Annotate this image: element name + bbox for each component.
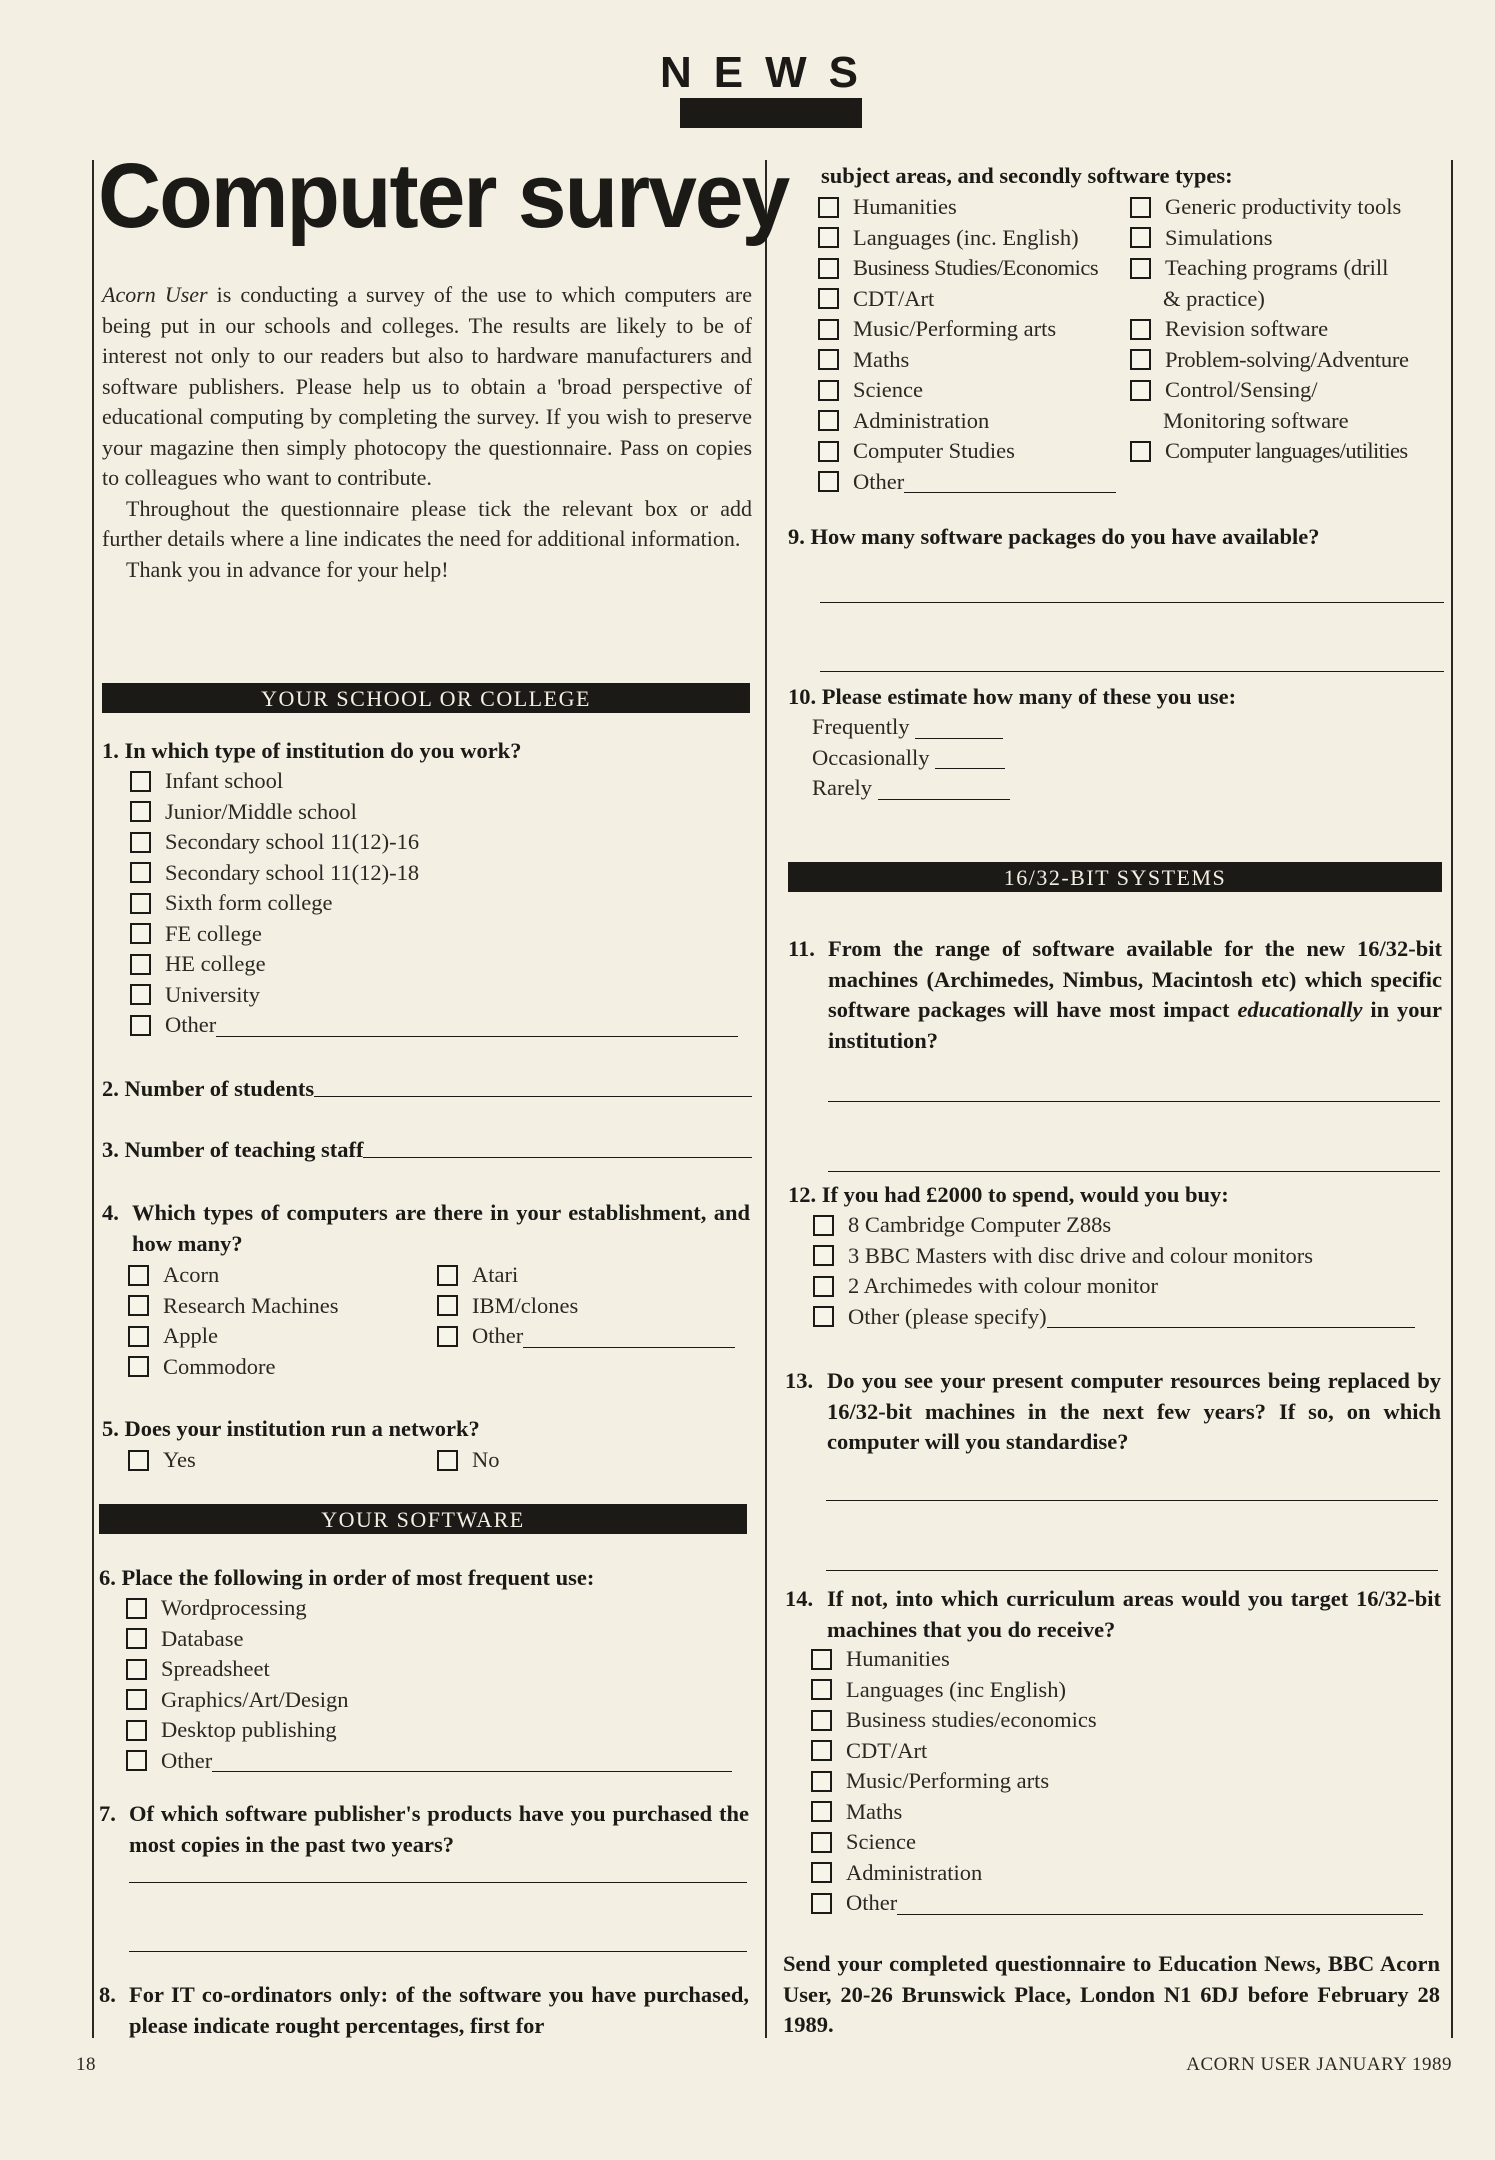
checkbox[interactable]: [130, 954, 151, 975]
checkbox[interactable]: [130, 801, 151, 822]
answer-line[interactable]: [904, 470, 1116, 493]
article-intro: Acorn User is conducting a survey of the use to which computers are being put in our schools and colleges. The results are likely to be of interest not only to our readers but also to hardware manufacturers and software publishers. Please help us to obtain a 'broad perspective of educational computing by completing the survey. If you wish to preserve your magazine then simply photocopy the questionnaire. Pass on copies to colleagues who want to contribute. Throughout the questionnaire please tick the relevant box or add further details where a line indicates the need for additional information. Thank you in advance for your help!: [102, 280, 752, 585]
checkbox-row[interactable]: Humanities: [811, 1644, 1441, 1675]
checkbox-row[interactable]: 3 BBC Masters with disc drive and colour monitors: [813, 1241, 1443, 1272]
checkbox[interactable]: [126, 1720, 147, 1741]
page-number: 18: [76, 2054, 96, 2075]
checkbox[interactable]: [437, 1326, 458, 1347]
checkbox[interactable]: [818, 471, 839, 492]
checkbox-row[interactable]: IBM/clones: [437, 1291, 747, 1322]
checkbox[interactable]: [126, 1628, 147, 1649]
checkbox[interactable]: [811, 1862, 832, 1883]
checkbox-row[interactable]: Science: [818, 375, 1128, 406]
answer-line[interactable]: [363, 1135, 752, 1158]
checkbox[interactable]: [1130, 349, 1151, 370]
checkbox-row[interactable]: Research Machines: [128, 1291, 428, 1322]
checkbox-row[interactable]: Teaching programs (drill: [1130, 253, 1450, 284]
answer-line[interactable]: [314, 1074, 752, 1097]
frequency-row[interactable]: Frequently: [812, 712, 1112, 743]
answer-line[interactable]: [1047, 1305, 1415, 1328]
checkbox-row[interactable]: FE college: [130, 919, 750, 950]
question-7: 7. Of which software publisher's products have you purchased the most copies in the past two years?: [99, 1801, 749, 1857]
checkbox-row[interactable]: Other: [126, 1746, 746, 1777]
question-1: 1. In which type of institution do you work?: [102, 738, 522, 763]
checkbox-row[interactable]: Music/Performing arts: [818, 314, 1128, 345]
checkbox[interactable]: [811, 1649, 832, 1670]
checkbox-row[interactable]: Secondary school 11(12)-18: [130, 858, 750, 889]
q4-options-left: [128, 1260, 428, 1382]
checkbox[interactable]: [128, 1265, 149, 1286]
checkbox-row[interactable]: Computer Studies: [818, 436, 1128, 467]
checkbox[interactable]: [130, 984, 151, 1005]
checkbox[interactable]: [130, 832, 151, 853]
answer-line[interactable]: [820, 671, 1444, 672]
checkbox[interactable]: [811, 1771, 832, 1792]
q5-options: [128, 1445, 748, 1476]
answer-line[interactable]: [216, 1014, 738, 1037]
option-continuation: Monitoring software: [1163, 407, 1349, 433]
checkbox-row[interactable]: Generic productivity tools: [1130, 192, 1450, 223]
checkbox[interactable]: [1130, 258, 1151, 279]
checkbox[interactable]: [818, 349, 839, 370]
checkbox-row[interactable]: Humanities: [818, 192, 1128, 223]
checkbox-row[interactable]: Revision software: [1130, 314, 1450, 345]
checkbox[interactable]: [126, 1689, 147, 1710]
checkbox[interactable]: [818, 441, 839, 462]
q1-options: [130, 766, 750, 1041]
checkbox[interactable]: [126, 1750, 147, 1771]
checkbox[interactable]: [437, 1450, 458, 1471]
q4-options-right: [437, 1260, 747, 1352]
answer-line[interactable]: [878, 777, 1010, 800]
checkbox-row[interactable]: Languages (inc. English): [818, 223, 1128, 254]
checkbox[interactable]: [130, 1015, 151, 1036]
checkbox[interactable]: [437, 1295, 458, 1316]
answer-line[interactable]: [212, 1749, 732, 1772]
checkbox[interactable]: [813, 1245, 834, 1266]
left-column-rule: [92, 160, 94, 2038]
checkbox-no[interactable]: No: [437, 1445, 500, 1476]
answer-line[interactable]: [826, 1500, 1438, 1501]
checkbox-row[interactable]: HE college: [130, 949, 750, 980]
checkbox-row[interactable]: Apple: [128, 1321, 428, 1352]
article-title: Computer survey: [98, 145, 789, 247]
section-label: NEWS: [660, 48, 880, 97]
question-12: 12. If you had £2000 to spend, would you buy:: [788, 1182, 1229, 1207]
checkbox[interactable]: [811, 1679, 832, 1700]
answer-line[interactable]: [828, 1171, 1440, 1172]
section-header-software: YOUR SOFTWARE: [99, 1504, 747, 1534]
checkbox[interactable]: [126, 1659, 147, 1680]
checkbox-row[interactable]: Secondary school 11(12)-16: [130, 827, 750, 858]
checkbox-row[interactable]: CDT/Art: [818, 284, 1128, 315]
answer-line[interactable]: [828, 1101, 1440, 1102]
q14-options: [811, 1644, 1441, 1919]
checkbox[interactable]: [811, 1710, 832, 1731]
question-14: 14. If not, into which curriculum areas would you target 16/32-bit machines that you do receive?: [785, 1586, 1441, 1642]
checkbox[interactable]: [818, 197, 839, 218]
checkbox[interactable]: [1130, 380, 1151, 401]
checkbox[interactable]: [126, 1598, 147, 1619]
checkbox-row[interactable]: 2 Archimedes with colour monitor: [813, 1271, 1443, 1302]
frequency-row[interactable]: Rarely: [812, 773, 1112, 804]
checkbox-row[interactable]: Maths: [818, 345, 1128, 376]
checkbox-row[interactable]: Spreadsheet: [126, 1654, 746, 1685]
checkbox[interactable]: [813, 1306, 834, 1327]
checkbox-row[interactable]: Commodore: [128, 1352, 428, 1383]
frequency-row[interactable]: Occasionally: [812, 743, 1112, 774]
checkbox[interactable]: [130, 862, 151, 883]
checkbox-row[interactable]: Problem-solving/Adventure: [1130, 345, 1450, 376]
checkbox-row[interactable]: Languages (inc English): [811, 1675, 1441, 1706]
checkbox[interactable]: [813, 1215, 834, 1236]
answer-line[interactable]: [820, 602, 1444, 603]
checkbox-row[interactable]: Desktop publishing: [126, 1715, 746, 1746]
q12-options: [813, 1210, 1443, 1332]
checkbox-row[interactable]: Graphics/Art/Design: [126, 1685, 746, 1716]
question-3: 3. Number of teaching staff: [102, 1135, 752, 1166]
checkbox-row[interactable]: Simulations: [1130, 223, 1450, 254]
checkbox-row[interactable]: Administration: [811, 1858, 1441, 1889]
checkbox[interactable]: [130, 771, 151, 792]
section-header-school: YOUR SCHOOL OR COLLEGE: [102, 683, 750, 713]
checkbox[interactable]: [128, 1295, 149, 1316]
answer-line[interactable]: [129, 1882, 747, 1883]
checkbox-row[interactable]: Business studies/economics: [811, 1705, 1441, 1736]
checkbox[interactable]: [818, 380, 839, 401]
checkbox-row[interactable]: Wordprocessing: [126, 1593, 746, 1624]
right-column-rule: [1451, 160, 1453, 2038]
checkbox-row[interactable]: Acorn: [128, 1260, 428, 1291]
checkbox-row[interactable]: Other: [437, 1321, 747, 1352]
checkbox[interactable]: [1130, 227, 1151, 248]
checkbox[interactable]: [437, 1265, 458, 1286]
question-4: 4. Which types of computers are there in your establishment, and how many?: [102, 1200, 750, 1256]
checkbox-row[interactable]: 8 Cambridge Computer Z88s: [813, 1210, 1443, 1241]
question-8: 8. For IT co-ordinators only: of the software you have purchased, please indicate rought percentages, first for: [99, 1982, 749, 2038]
checkbox[interactable]: [1130, 319, 1151, 340]
q8-type-options: [1130, 192, 1450, 467]
checkbox-row[interactable]: Other: [811, 1888, 1441, 1919]
question-6: 6. Place the following in order of most frequent use:: [99, 1565, 595, 1590]
question-5: 5. Does your institution run a network?: [102, 1416, 480, 1441]
checkbox[interactable]: [818, 288, 839, 309]
checkbox[interactable]: [811, 1801, 832, 1822]
checkbox[interactable]: [128, 1356, 149, 1377]
answer-line[interactable]: [935, 746, 1005, 769]
answer-line[interactable]: [129, 1951, 747, 1952]
checkbox-row[interactable]: Sixth form college: [130, 888, 750, 919]
checkbox-row[interactable]: Database: [126, 1624, 746, 1655]
question-9: 9. How many software packages do you have available?: [788, 524, 1320, 549]
checkbox[interactable]: [811, 1740, 832, 1761]
checkbox[interactable]: [128, 1450, 149, 1471]
checkbox-yes[interactable]: Yes: [128, 1445, 437, 1476]
publication-footer: ACORN USER JANUARY 1989: [1186, 2054, 1452, 2075]
section-bar: [680, 98, 862, 128]
section-header-systems: 16/32-BIT SYSTEMS: [788, 862, 1442, 892]
checkbox-row[interactable]: Computer languages/utilities: [1130, 436, 1450, 467]
checkbox[interactable]: [811, 1832, 832, 1853]
checkbox-row[interactable]: University: [130, 980, 750, 1011]
closing-instructions: Send your completed questionnaire to Education News, BBC Acorn User, 20-26 Brunswick Place, London N1 6DJ before February 28 1989.: [783, 1951, 1440, 2037]
checkbox[interactable]: [818, 319, 839, 340]
checkbox[interactable]: [1130, 441, 1151, 462]
question-13: 13. Do you see your present computer resources being replaced by 16/32-bit machines in the next few years? If so, on which computer will you standardise?: [785, 1368, 1441, 1454]
checkbox[interactable]: [1130, 197, 1151, 218]
checkbox-row[interactable]: Junior/Middle school: [130, 797, 750, 828]
question-11: 11. From the range of software available for the new 16/32-bit machines (Archimedes, Nimbus, Macintosh etc) which specific software packages will have most impact educationally in your institution?: [788, 936, 1442, 1053]
q10-rows: [812, 712, 1112, 804]
checkbox[interactable]: [818, 227, 839, 248]
checkbox-row[interactable]: Other: [130, 1010, 750, 1041]
q6-options: [126, 1593, 746, 1776]
intro-paragraph-2: Throughout the questionnaire please tick the relevant box or add further details where a line indicates the need for additional information.: [102, 495, 752, 551]
checkbox-row[interactable]: Science: [811, 1827, 1441, 1858]
checkbox-row[interactable]: Administration: [818, 406, 1128, 437]
checkbox-row[interactable]: Business Studies/Economics: [818, 253, 1128, 284]
checkbox[interactable]: [128, 1326, 149, 1347]
checkbox[interactable]: [130, 923, 151, 944]
intro-paragraph-3: Thank you in advance for your help!: [126, 556, 449, 582]
checkbox-row[interactable]: CDT/Art: [811, 1736, 1441, 1767]
question-10: 10. Please estimate how many of these you use:: [788, 684, 1237, 709]
checkbox-row[interactable]: Control/Sensing/: [1130, 375, 1450, 406]
checkbox[interactable]: [811, 1893, 832, 1914]
q8-subject-options: [818, 192, 1128, 497]
checkbox[interactable]: [818, 258, 839, 279]
checkbox-row[interactable]: Other (please specify): [813, 1302, 1443, 1333]
option-continuation: & practice): [1163, 285, 1265, 311]
answer-line[interactable]: [826, 1570, 1438, 1571]
checkbox-row[interactable]: Infant school: [130, 766, 750, 797]
q8-continuation: subject areas, and secondly software types:: [821, 163, 1233, 188]
center-column-rule: [765, 160, 767, 2038]
answer-line[interactable]: [523, 1325, 735, 1348]
checkbox-row[interactable]: Music/Performing arts: [811, 1766, 1441, 1797]
answer-line[interactable]: [915, 716, 1003, 739]
answer-line[interactable]: [897, 1892, 1423, 1915]
checkbox[interactable]: [818, 410, 839, 431]
checkbox-row[interactable]: Maths: [811, 1797, 1441, 1828]
checkbox-row[interactable]: Atari: [437, 1260, 747, 1291]
checkbox-row[interactable]: Other: [818, 467, 1128, 498]
checkbox[interactable]: [813, 1276, 834, 1297]
question-2: 2. Number of students: [102, 1074, 752, 1105]
magazine-name: Acorn User: [102, 282, 208, 307]
checkbox[interactable]: [130, 893, 151, 914]
